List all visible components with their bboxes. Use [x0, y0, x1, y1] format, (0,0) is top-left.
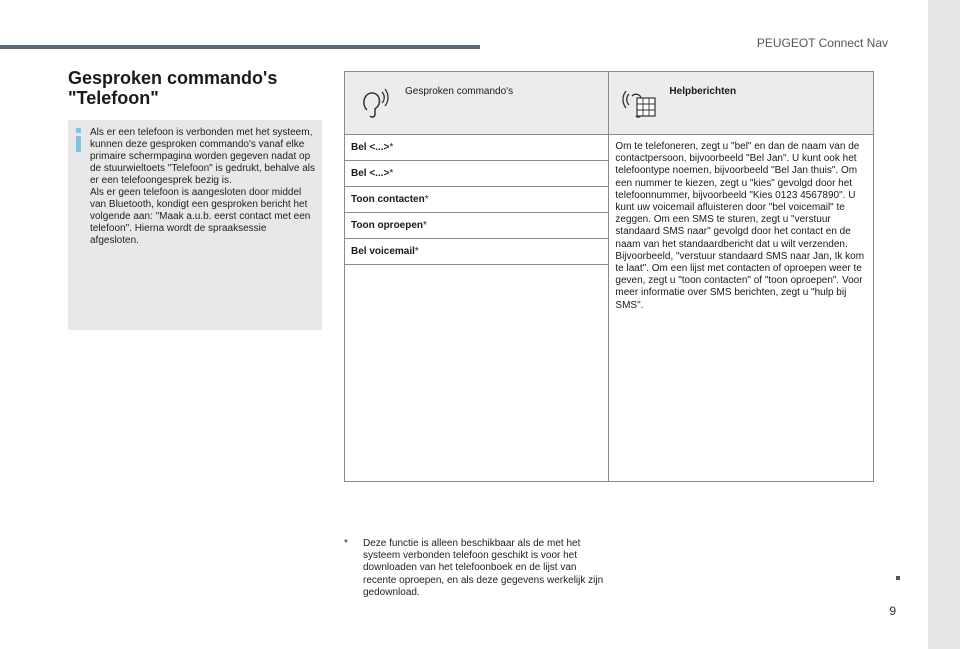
footnote [344, 538, 606, 599]
table-header-help-label: Helpberichten [669, 86, 737, 97]
footnote-mark: * [344, 538, 348, 549]
voice-command-icon [357, 86, 393, 120]
section-title-line2: "Telefoon" [68, 88, 159, 108]
command-row: Toon contacten* [345, 187, 609, 213]
command-row: Toon oproepen* [345, 213, 609, 239]
command-row: Bel <...>* [345, 161, 609, 187]
command-row: Bel <...>* [345, 135, 609, 161]
table-header-commands [345, 72, 609, 135]
section-title [68, 68, 328, 108]
info-icon [76, 128, 81, 152]
info-box [68, 120, 322, 330]
table-header-help [609, 72, 874, 135]
page-number: 9 [889, 604, 896, 618]
voice-help-icon [621, 86, 657, 120]
help-message: Om te telefoneren, zegt u "bel" en dan de naam van de contactpersoon, bijvoorbeeld "Bel Jan". U kunt ook het telefoontype noemen, bijvoorbeeld "Bel Jan thuis". Om een nummer te kiezen, zegt u "kies" gevolgd door het telefoonnummer, bijvoorbeeld "Kies 0123 4567890". U kunt uw voicemail afluisteren door "bel voicemail" te zeggen. Om een SMS te sturen, zegt u "verstuur standaard SMS naar" gevolgd door het contact en de naam van het standaardbericht dat u wilt verzenden. Bijvoorbeeld, "verstuur standaard SMS naar Jan, Ik kom te laat". Om een lijst met contacten of oproepen weer te geven, zegt u "toon contacten" of "toon oproepen". Voor meer informatie over SMS berichten, zegt u "hulp bij SMS". [609, 135, 874, 482]
footnote-text: Deze functie is alleen beschikbaar als de met het systeem verbonden telefoon geschikt is voor het downloaden van het telefoonboek en de lijst van recente oproepen, en als deze gegevens werkelijk zijn gedownload. [363, 538, 604, 598]
page-marker [896, 576, 900, 580]
top-rule [0, 45, 480, 49]
voice-command-table [344, 71, 874, 482]
section-title-line1: Gesproken commando's [68, 68, 278, 88]
info-text: Als er een telefoon is verbonden met het systeem, kunnen deze gesproken commando's vanaf elke primaire schermpagina worden gegeven nadat op de stuurwieltoets "Telefoon" is gedrukt, behalve als er een telefoongesprek bezig is. Als er geen telefoon is aangesloten door middel van Bluetooth, kondigt een gesproken bericht het volgende aan: "Maak a.u.b. eerst contact met een telefoon". Hierna wordt de spraaksessie afgesloten. [90, 127, 316, 246]
table-header-commands-label: Gesproken commando's [405, 86, 514, 97]
header-title: PEUGEOT Connect Nav [756, 36, 888, 50]
command-row: Bel voicemail* [345, 239, 609, 265]
empty-cell [345, 265, 609, 482]
page-edge-band [928, 0, 960, 649]
